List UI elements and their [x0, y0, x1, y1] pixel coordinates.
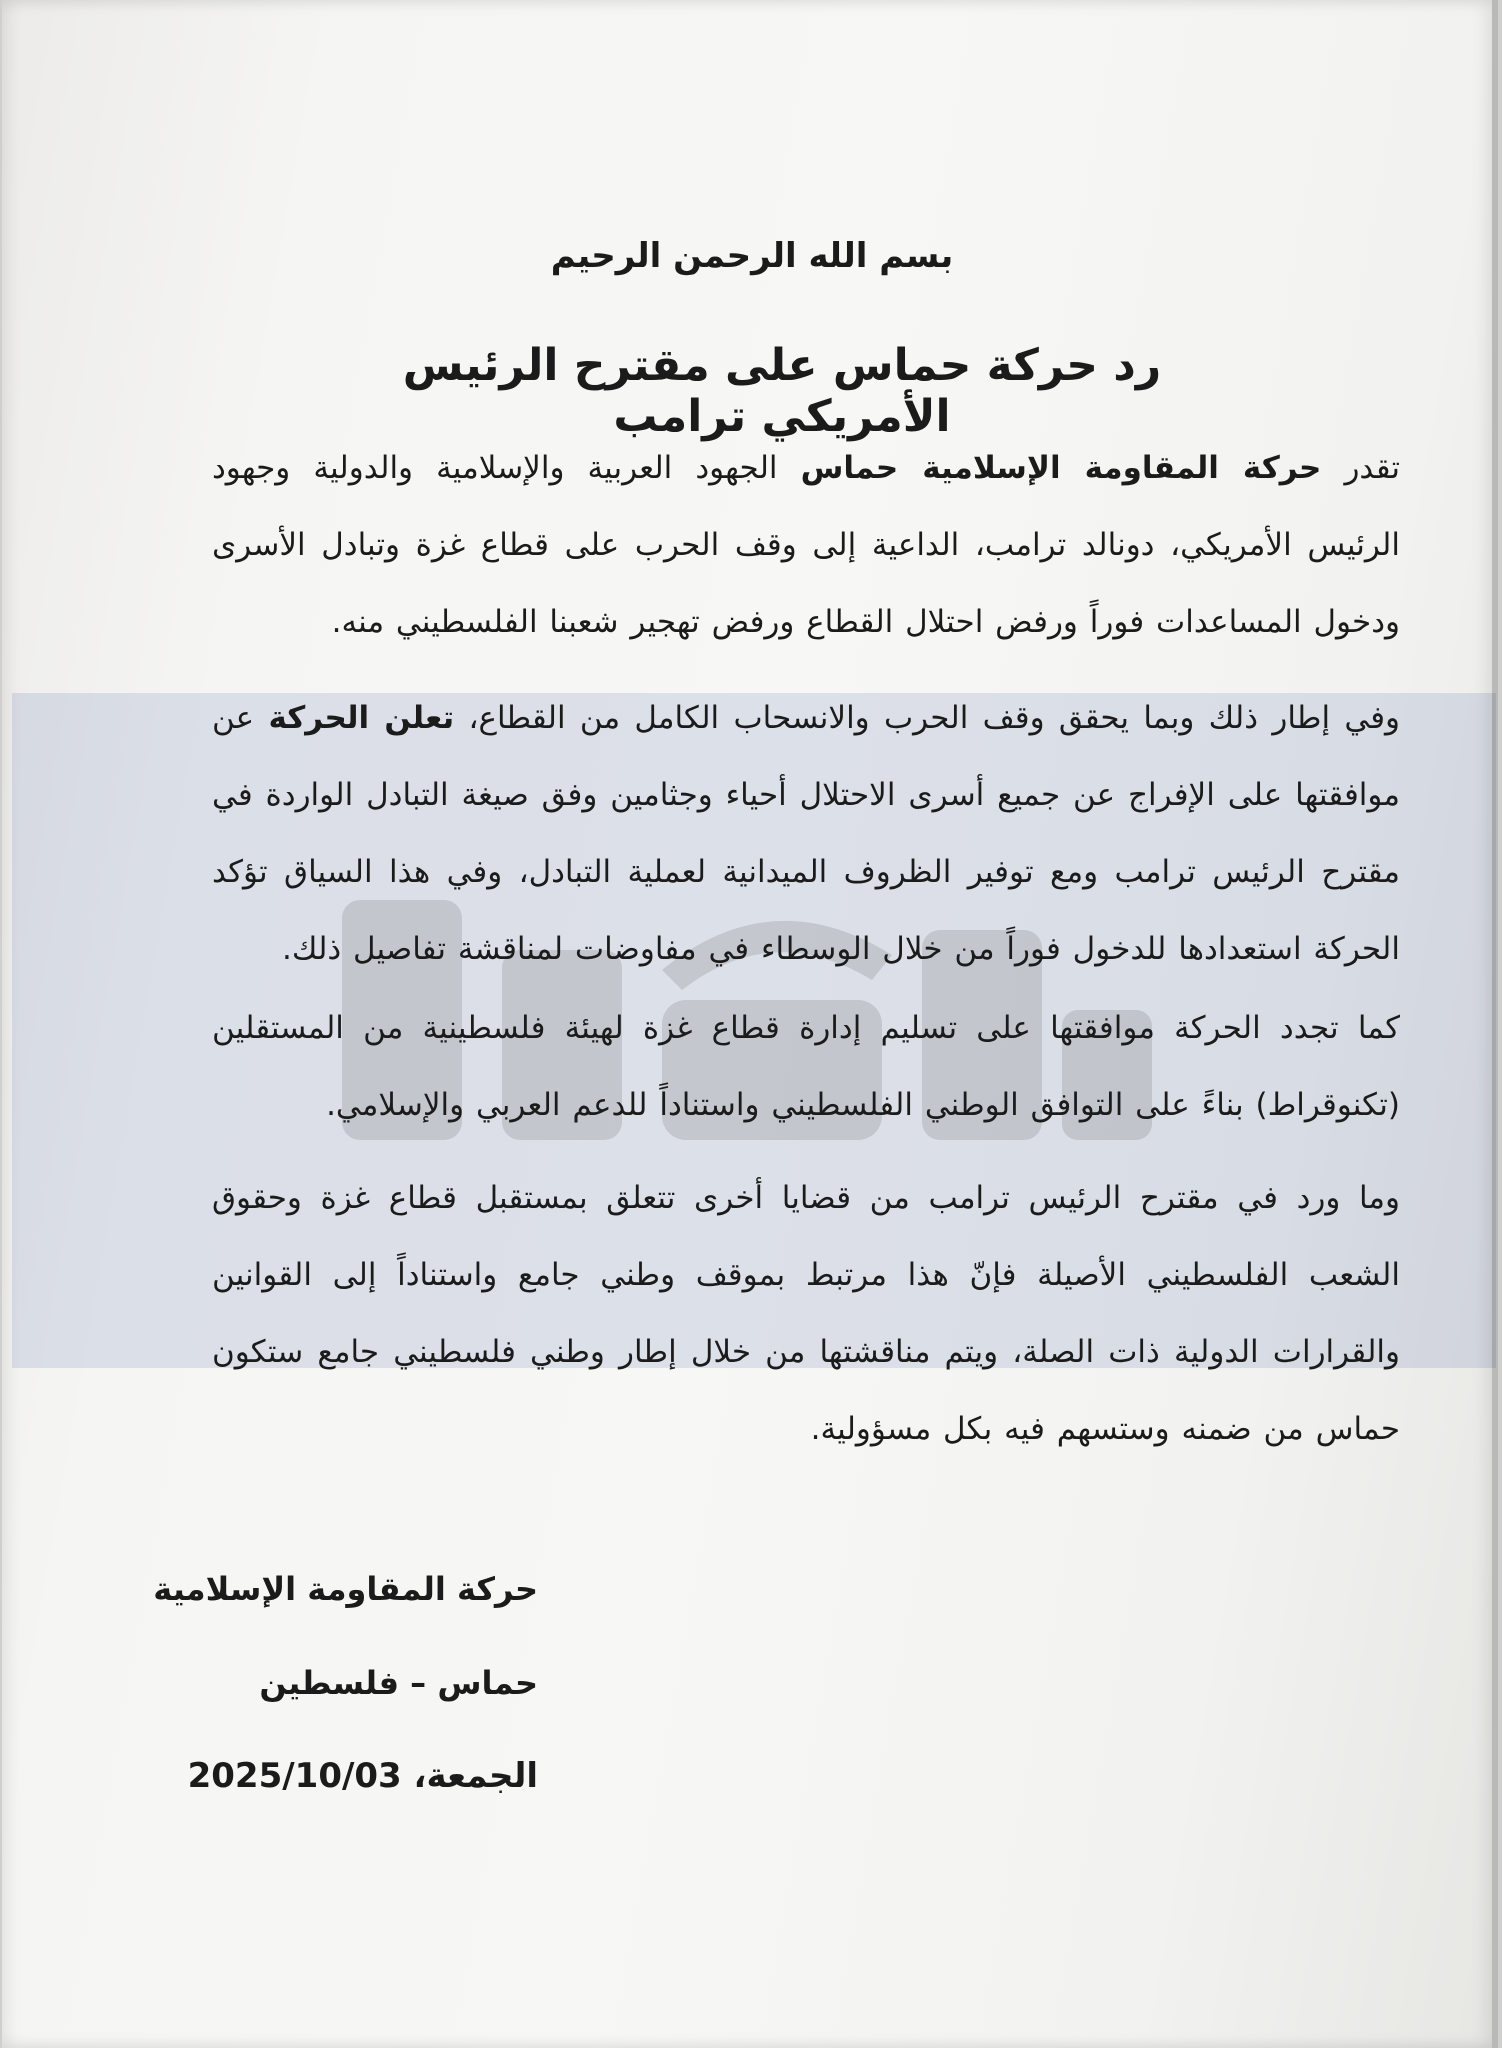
- paragraph-1-bold: حركة المقاومة الإسلامية حماس: [800, 450, 1322, 486]
- document-title: رد حركة حماس على مقترح الرئيس الأمريكي ترامب: [402, 340, 1162, 442]
- paragraph-2: [212, 680, 1400, 988]
- signature-location: حماس – فلسطين: [259, 1664, 538, 1702]
- basmala: بسم الله الرحمن الرحيم: [550, 236, 954, 276]
- paragraph-3: كما تجدد الحركة موافقتها على تسليم إدارة قطاع غزة لهيئة فلسطينية من المستقلين (تكنوقراط) بناءً على التوافق الوطني الفلسطيني واستناداً للدعم العربي والإسلامي.: [212, 1010, 1400, 1123]
- paragraph-2-rest: عن موافقتها على الإفراج عن جميع أسرى الاحتلال أحياء وجثامين وفق صيغة التبادل الواردة في مقترح الرئيس ترامب ومع توفير الظروف الميدانية لعملية التبادل، وفي هذا السياق تؤكد الحركة استعدادها للدخول فوراً من خلال الوسطاء في مفاوضات لمناقشة تفاصيل ذلك.: [212, 700, 1400, 967]
- paragraph-2-lead: وفي إطار ذلك وبما يحقق وقف الحرب والانسحاب الكامل من القطاع،: [454, 700, 1401, 736]
- paragraph-2-bold: تعلن الحركة: [268, 700, 455, 736]
- signature-organization: حركة المقاومة الإسلامية: [153, 1570, 538, 1608]
- paragraph-1: [212, 430, 1400, 661]
- signature-date: الجمعة، 2025/10/03: [187, 1756, 538, 1796]
- paragraph-1-rest: الجهود العربية والإسلامية والدولية وجهود الرئيس الأمريكي، دونالد ترامب، الداعية إلى وقف الحرب على قطاع غزة وتبادل الأسرى ودخول المساعدات فوراً ورفض احتلال القطاع ورفض تهجير شعبنا الفلسطيني منه.: [212, 450, 1400, 640]
- paragraph-4: وما ورد في مقترح الرئيس ترامب من قضايا أخرى تتعلق بمستقبل قطاع غزة وحقوق الشعب الفلسطيني الأصيلة فإنّ هذا مرتبط بموقف وطني جامع واستناداً إلى القوانين والقرارات الدولية ذات الصلة، ويتم مناقشتها من خلال إطار وطني فلسطيني جامع ستكون حماس من ضمنه وستسهم فيه بكل مسؤولية.: [212, 1180, 1400, 1447]
- paragraph-1-lead: تقدر: [1321, 450, 1401, 486]
- document-page: [2, 0, 1498, 2048]
